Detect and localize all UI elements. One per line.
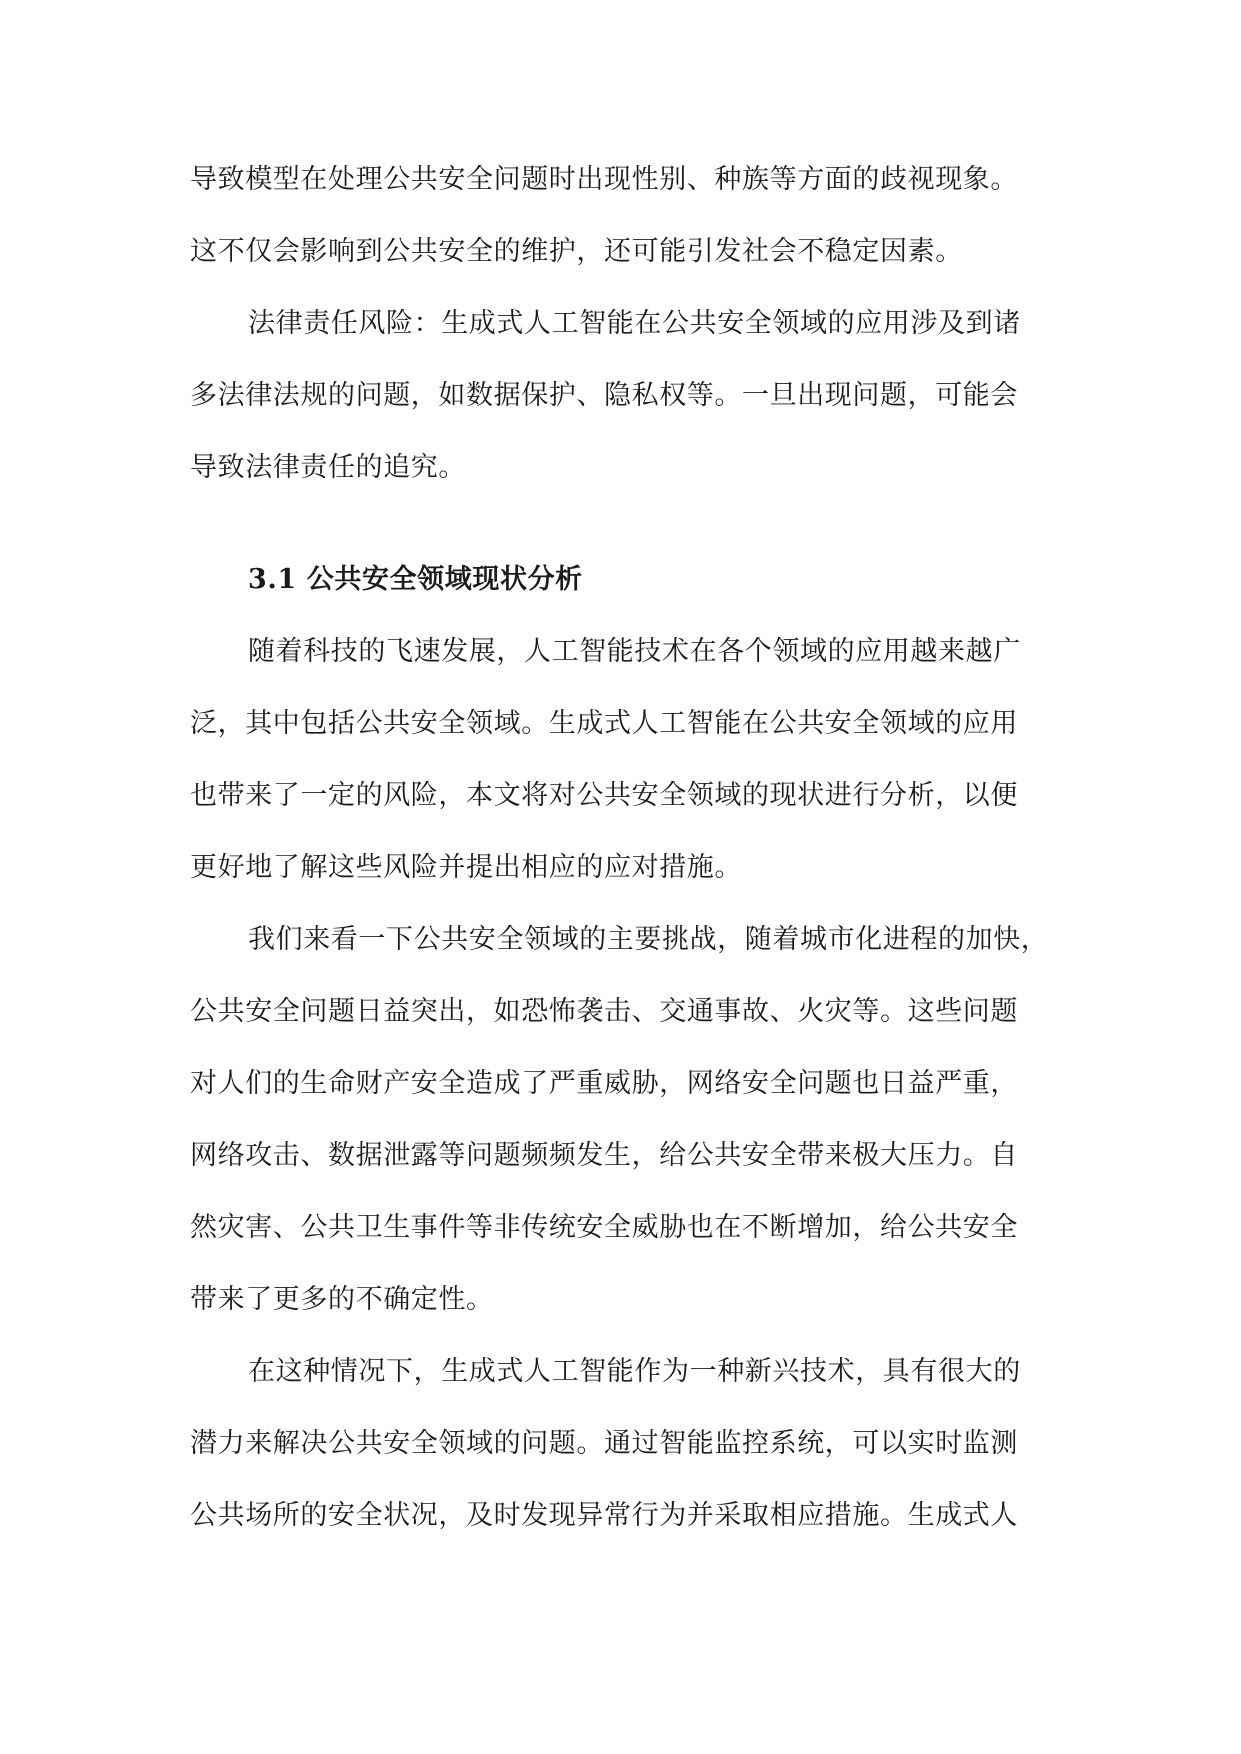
text-line: 公共场所的安全状况，及时发现异常行为并采取相应措施。生成式人 [190, 1500, 1018, 1531]
paragraph-ai-potential [190, 1336, 1055, 1552]
text-line: 我们来看一下公共安全领域的主要挑战，随着城市化进程的加快， [248, 924, 1049, 955]
text-line: 公共安全问题日益突出，如恐怖袭击、交通事故、火灾等。这些问题 [190, 996, 1018, 1027]
text-line: 然灾害、公共卫生事件等非传统安全威胁也在不断增加，给公共安全 [190, 1212, 1018, 1243]
paragraph-bias-continuation [190, 144, 1055, 288]
text-line: 潜力来解决公共安全领域的问题。通过智能监控系统，可以实时监测 [190, 1428, 1018, 1459]
text-line: 多法律法规的问题，如数据保护、隐私权等。一旦出现问题，可能会 [190, 380, 1018, 411]
text-line: 在这种情况下，生成式人工智能作为一种新兴技术，具有很大的 [248, 1356, 1021, 1387]
text-line: 对人们的生命财产安全造成了严重威胁，网络安全问题也日益严重， [190, 1068, 1018, 1099]
text-line: 导致模型在处理公共安全问题时出现性别、种族等方面的歧视现象。 [190, 164, 1018, 195]
paragraph-legal-risk [190, 288, 1055, 504]
section-heading: 3.1 公共安全领域现状分析 [248, 564, 583, 595]
paragraph-intro [190, 616, 1055, 904]
text-line: 导致法律责任的追究。 [190, 452, 466, 483]
text-line: 泛，其中包括公共安全领域。生成式人工智能在公共安全领域的应用 [190, 708, 1018, 739]
document-page [190, 144, 1055, 1552]
text-line: 网络攻击、数据泄露等问题频频发生，给公共安全带来极大压力。自 [190, 1140, 1018, 1171]
section-spacer [190, 504, 1055, 544]
text-line: 法律责任风险：生成式人工智能在公共安全领域的应用涉及到诸 [248, 308, 1021, 339]
text-line: 更好地了解这些风险并提出相应的应对措施。 [190, 852, 742, 883]
text-line: 带来了更多的不确定性。 [190, 1284, 494, 1315]
text-line: 也带来了一定的风险，本文将对公共安全领域的现状进行分析，以便 [190, 780, 1018, 811]
text-line: 随着科技的飞速发展，人工智能技术在各个领域的应用越来越广 [248, 636, 1021, 667]
text-line: 这不仅会影响到公共安全的维护，还可能引发社会不稳定因素。 [190, 236, 963, 267]
paragraph-challenges [190, 904, 1055, 1336]
